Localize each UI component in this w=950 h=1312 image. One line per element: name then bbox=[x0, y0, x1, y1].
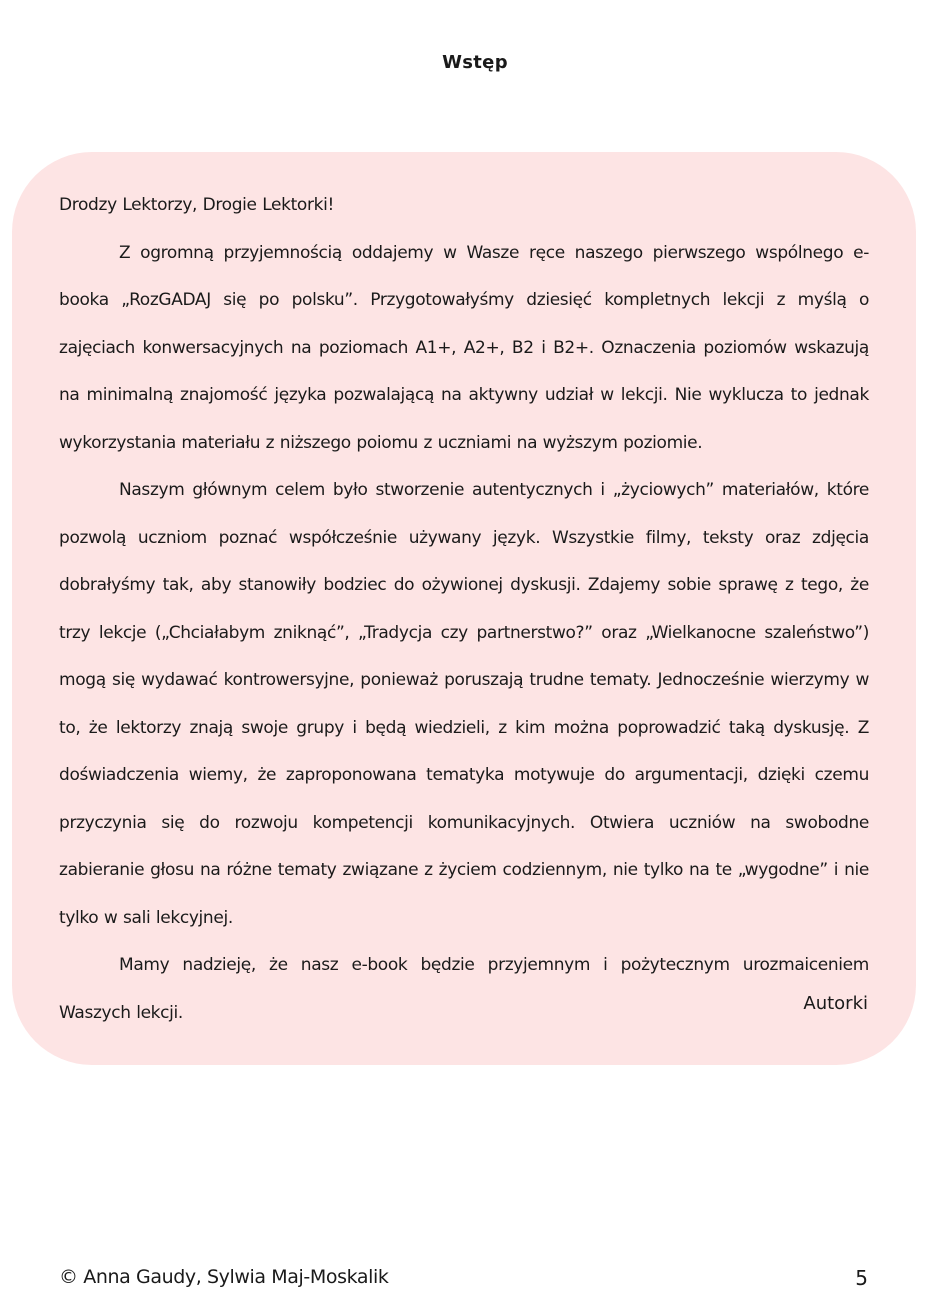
paragraph-goal: Naszym głównym celem było stworzenie autentycznych i „życiowych” materiałów, które pozwolą uczniom poznać współcześnie używany język. Wszystkie filmy, teksty oraz zdjęcia dobrałyśmy tak, aby stanowiły bodziec do ożywionej dyskusji. Zdajemy sobie sprawę z tego, że trzy lekcje („Chciałabym zniknąć”, „Tradycja czy partnerstwo?” oraz „Wielkanocne szaleństwo”) mogą się wydawać kontrowersyjne, ponieważ poruszają trudne tematy. Jednocześnie wierzymy w to, że lektorzy znają swoje grupy i będą wiedzieli, z kim można poprowadzić taką dyskusję. Z doświadczenia wiemy, że zaproponowana tematyka motywuje do argumentacji, dzięki czemu przyczynia się do rozwoju kompetencji komunikacyjnych. Otwiera uczniów na swobodne zabieranie głosu na różne tematy związane z życiem codziennym, nie tylko na te „wygodne” i nie tylko w sali lekcyjnej. bbox=[59, 480, 869, 928]
footer-copyright: © Anna Gaudy, Sylwia Maj-Moskalik bbox=[59, 1266, 389, 1288]
page-number: 5 bbox=[855, 1266, 868, 1290]
paragraph-intro: Z ogromną przyjemnością oddajemy w Wasze ręce naszego pierwszego wspólnego e-booka „RozGADAJ się po polsku”. Przygotowałyśmy dziesięć kompletnych lekcji z myślą o zajęciach konwersacyjnych na poziomach A1+, A2+, B2 i B2+. Oznaczenia poziomów wskazują na minimalną znajomość języka pozwalającą na aktywny udział w lekcji. Nie wyklucza to jednak wykorzystania materiału z niższego poiomu z uczniami na wyższym poziomie. bbox=[59, 242, 869, 453]
signature-authors: Autorki bbox=[803, 993, 868, 1014]
salutation: Drodzy Lektorzy, Drogie Lektorki! bbox=[59, 195, 334, 215]
paragraph-closing-wish: Mamy nadzieję, że nasz e-book będzie przyjemnym i pożytecznym urozmaiceniem Waszych lekcji. bbox=[59, 955, 869, 1023]
page-title: Wstęp bbox=[442, 52, 508, 73]
letter-body bbox=[59, 182, 869, 1037]
